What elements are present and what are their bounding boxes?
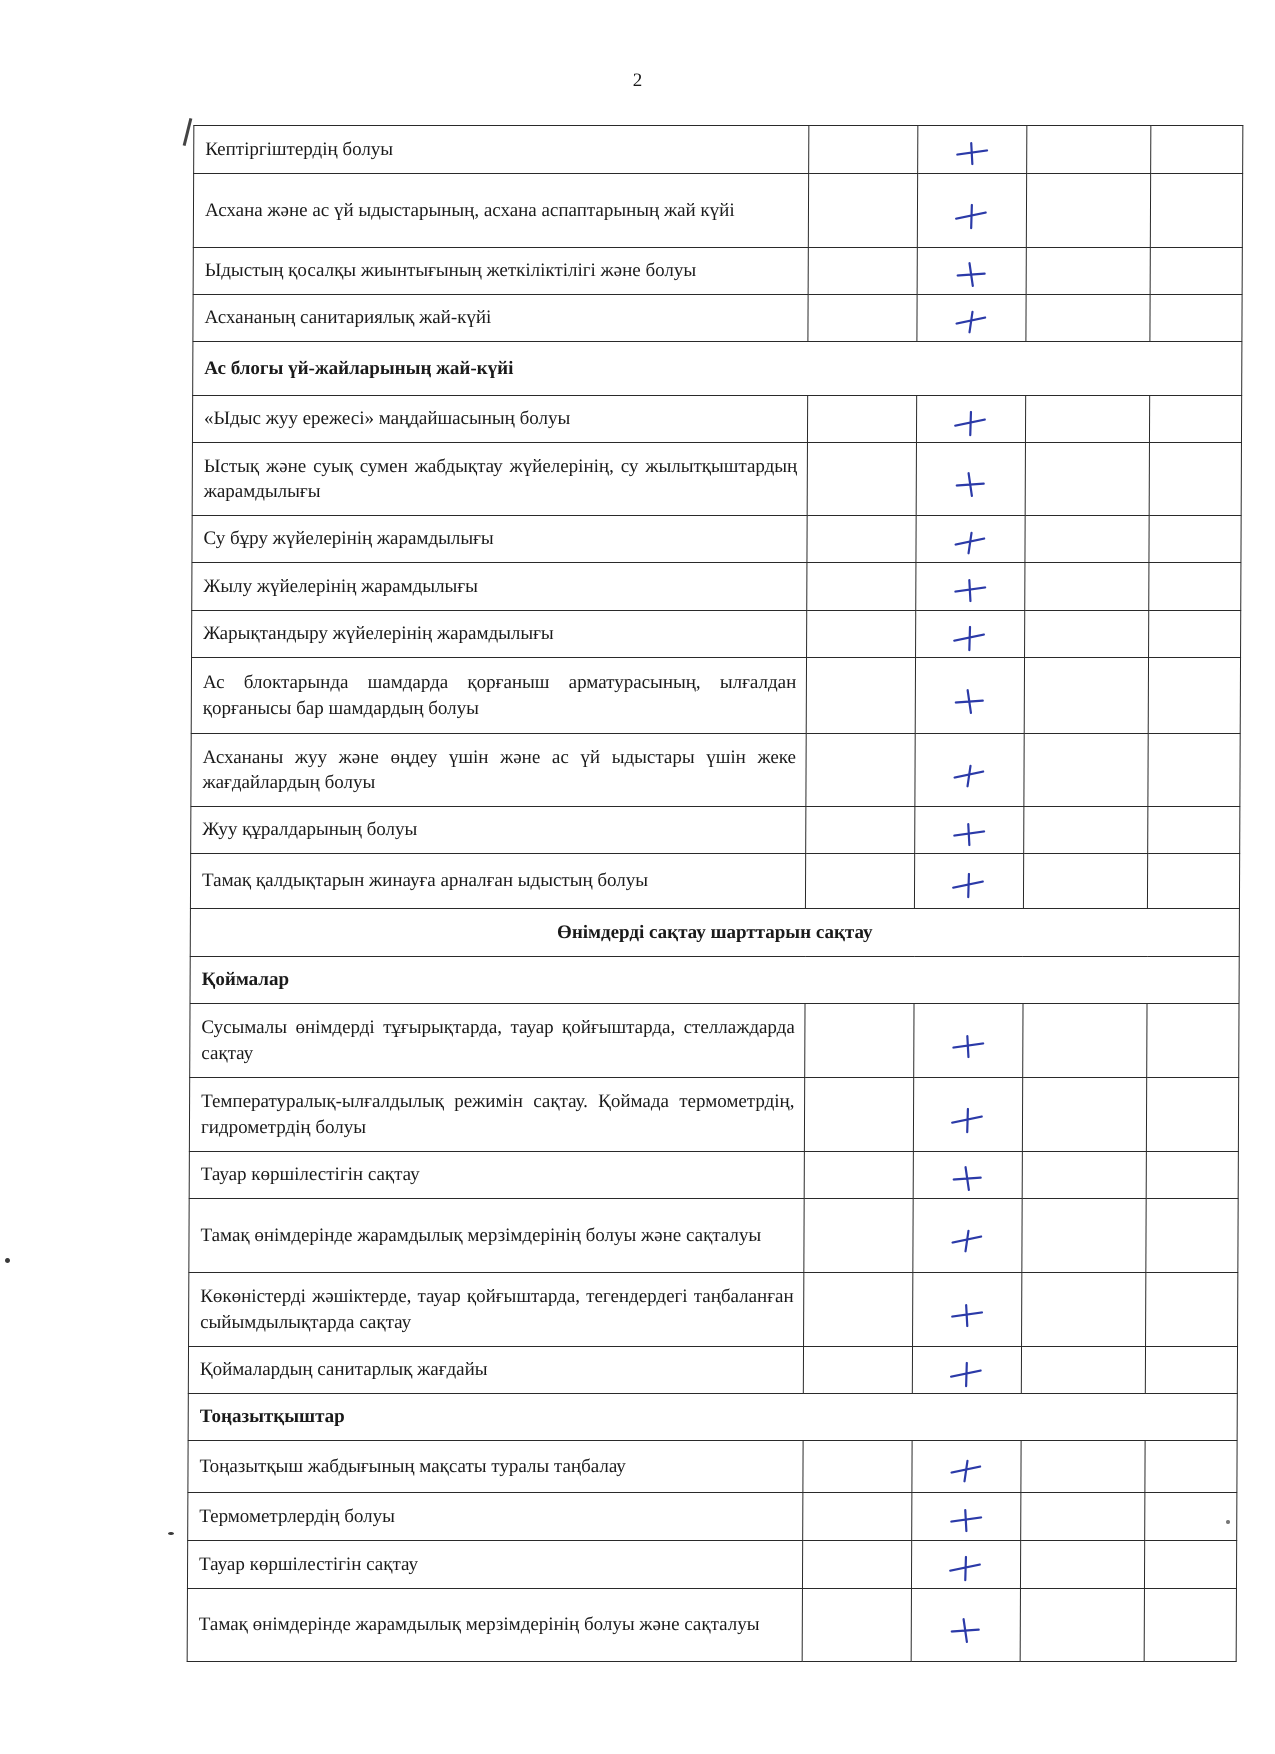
plus-mark-icon: [949, 816, 990, 852]
section-heading: Тоңазытқыштар: [188, 1394, 1237, 1441]
answer-cell-3: [1021, 1347, 1146, 1394]
plus-mark-icon: [947, 1223, 988, 1259]
answer-cell-1: [805, 1004, 914, 1078]
criterion-text: Тамақ өнімдерінде жарамдылық мерзімдерінің болуы және сақталуы: [189, 1199, 805, 1273]
criterion-text: Асхананы жуу және өңдеу үшін және ас үй ыдыстары үшін жеке жағдайлардың болуы: [191, 734, 807, 807]
answer-cell-3: [1022, 1199, 1147, 1273]
handwritten-plus-mark: [949, 620, 990, 656]
answer-cell-3: [1020, 1493, 1145, 1541]
answer-cell-1: [803, 1441, 912, 1493]
section-row: [190, 909, 1239, 957]
plus-mark-icon: [950, 467, 991, 503]
criterion-text: Термометрлердің болуы: [188, 1493, 804, 1541]
answer-cell-3: [1024, 563, 1149, 611]
plus-mark-icon: [950, 525, 991, 561]
answer-cell-3: [1024, 611, 1149, 658]
answer-cell-2: [913, 1199, 1022, 1273]
handwritten-plus-mark: [950, 572, 991, 608]
plus-mark-icon: [950, 405, 991, 441]
answer-cell-4: [1145, 1493, 1237, 1541]
answer-cell-1: [806, 807, 915, 854]
criterion-text: Ыстық және суық сумен жабдықтау жүйелерінің, су жылытқыштардың жарамдылығы: [192, 443, 808, 516]
criterion-text: Асхананың санитариялық жай-күйі: [193, 295, 809, 342]
answer-cell-3: [1025, 516, 1150, 563]
answer-cell-1: [806, 734, 915, 807]
table-row: [187, 1589, 1236, 1662]
table-row: [190, 854, 1239, 909]
answer-cell-2: [916, 563, 1025, 611]
answer-cell-1: [808, 443, 917, 516]
answer-cell-1: [809, 174, 918, 248]
answer-cell-4: [1147, 854, 1239, 909]
answer-cell-4: [1150, 295, 1242, 342]
answer-cell-1: [807, 563, 916, 611]
answer-cell-2: [917, 295, 1026, 342]
handwritten-plus-mark: [947, 1102, 988, 1138]
answer-cell-1: [808, 295, 917, 342]
criterion-text: Су бұру жүйелерінің жарамдылығы: [192, 516, 808, 563]
answer-cell-3: [1024, 734, 1149, 807]
page-number: 2: [632, 70, 643, 91]
plus-mark-icon: [949, 758, 990, 794]
table-row: [193, 248, 1242, 295]
plus-mark-icon: [952, 135, 993, 171]
answer-cell-2: [917, 396, 1026, 443]
handwritten-plus-mark: [949, 684, 990, 720]
criterion-text: Тауар көршілестігін сақтау: [187, 1541, 803, 1589]
answer-cell-3: [1023, 854, 1148, 909]
table-row: [193, 174, 1242, 248]
answer-cell-3: [1022, 1152, 1147, 1199]
plus-mark-icon: [946, 1356, 987, 1392]
answer-cell-2: [914, 854, 1023, 909]
section-row: [190, 957, 1239, 1004]
answer-cell-1: [804, 1347, 913, 1394]
answer-cell-4: [1146, 1273, 1238, 1347]
answer-cell-3: [1024, 658, 1149, 734]
table-row: [189, 1078, 1238, 1152]
answer-cell-2: [917, 248, 1026, 295]
plus-mark-icon: [950, 572, 991, 608]
handwritten-plus-mark: [950, 467, 991, 503]
checklist-body: [187, 126, 1243, 1662]
handwritten-plus-mark: [946, 1356, 987, 1392]
answer-cell-3: [1026, 174, 1151, 248]
plus-mark-icon: [947, 1297, 988, 1333]
answer-cell-1: [804, 1273, 913, 1347]
plus-mark-icon: [949, 620, 990, 656]
answer-cell-4: [1149, 516, 1241, 563]
criterion-text: Қоймалардың санитарлық жағдайы: [188, 1347, 804, 1394]
answer-cell-2: [916, 516, 1025, 563]
handwritten-plus-mark: [949, 758, 990, 794]
handwritten-plus-mark: [948, 867, 989, 903]
plus-mark-icon: [948, 867, 989, 903]
answer-cell-3: [1025, 396, 1150, 443]
criterion-text: Асхана және ас үй ыдыстарының, асхана аспаптарының жай күйі: [193, 174, 809, 248]
scan-artifact: [183, 118, 193, 146]
handwritten-plus-mark: [945, 1550, 986, 1586]
answer-cell-2: [916, 443, 1025, 516]
handwritten-plus-mark: [945, 1613, 986, 1649]
plus-mark-icon: [945, 1613, 986, 1649]
answer-cell-2: [915, 807, 1024, 854]
answer-cell-1: [803, 1589, 912, 1662]
table-row: [188, 1441, 1237, 1493]
table-row: [191, 658, 1240, 734]
answer-cell-2: [912, 1347, 1021, 1394]
handwritten-plus-mark: [950, 405, 991, 441]
table-row: [189, 1199, 1238, 1273]
handwritten-plus-mark: [946, 1502, 987, 1538]
answer-cell-4: [1145, 1441, 1237, 1493]
answer-cell-4: [1145, 1347, 1237, 1394]
checklist-table: [187, 125, 1244, 1662]
answer-cell-1: [807, 611, 916, 658]
table-row: [192, 396, 1241, 443]
criterion-text: Тауар көршілестігін сақтау: [189, 1152, 805, 1199]
answer-cell-4: [1149, 396, 1241, 443]
criterion-text: Ыдыстың қосалқы жиынтығының жеткіліктілігі және болуы: [193, 248, 809, 295]
table-row: [193, 295, 1242, 342]
answer-cell-1: [809, 248, 918, 295]
answer-cell-3: [1021, 1273, 1146, 1347]
answer-cell-1: [807, 658, 916, 734]
answer-cell-1: [809, 126, 918, 174]
answer-cell-3: [1022, 1078, 1147, 1152]
section-heading: Қоймалар: [190, 957, 1239, 1004]
criterion-text: Тамақ өнімдерінде жарамдылық мерзімдерінің болуы және сақталуы: [187, 1589, 803, 1662]
answer-cell-1: [804, 1199, 913, 1273]
answer-cell-2: [914, 1004, 1023, 1078]
plus-mark-icon: [946, 1453, 987, 1489]
answer-cell-2: [916, 611, 1025, 658]
handwritten-plus-mark: [947, 1223, 988, 1259]
answer-cell-4: [1150, 248, 1242, 295]
answer-cell-3: [1025, 443, 1150, 516]
answer-cell-3: [1020, 1541, 1145, 1589]
table-row: [194, 126, 1243, 174]
section-heading: Өнімдерді сақтау шарттарын сақтау: [190, 909, 1239, 957]
answer-cell-1: [805, 1152, 914, 1199]
table-row: [190, 1004, 1239, 1078]
criterion-text: Тоңазытқыш жабдығының мақсаты туралы таңбалау: [188, 1441, 804, 1493]
handwritten-plus-mark: [951, 304, 992, 340]
criterion-text: Көкөністерді жәшіктерде, тауар қойғыштарда, тегендердегі таңбаланған сыйымдылықтарда сақтау: [189, 1273, 805, 1347]
table-row: [191, 734, 1240, 807]
answer-cell-4: [1147, 1004, 1239, 1078]
answer-cell-4: [1149, 611, 1241, 658]
criterion-text: Жуу құралдарының болуы: [191, 807, 807, 854]
answer-cell-4: [1149, 443, 1241, 516]
answer-cell-3: [1026, 295, 1151, 342]
answer-cell-3: [1020, 1589, 1145, 1662]
plus-mark-icon: [947, 1161, 988, 1197]
table-row: [187, 1541, 1236, 1589]
plus-mark-icon: [951, 198, 992, 234]
criterion-text: Сусымалы өнімдерді тұғырықтарда, тауар қойғыштарда, стеллаждарда сақтау: [190, 1004, 806, 1078]
answer-cell-4: [1149, 563, 1241, 611]
answer-cell-4: [1146, 1199, 1238, 1273]
plus-mark-icon: [948, 1028, 989, 1064]
handwritten-plus-mark: [946, 1453, 987, 1489]
criterion-text: Температуралық-ылғалдылық режимін сақтау. Қоймада термометрдің, гидрометрдің болуы: [189, 1078, 805, 1152]
answer-cell-4: [1146, 1152, 1238, 1199]
handwritten-plus-mark: [950, 525, 991, 561]
answer-cell-2: [912, 1541, 1021, 1589]
plus-mark-icon: [951, 257, 992, 293]
table-row: [188, 1493, 1237, 1541]
answer-cell-4: [1144, 1589, 1236, 1662]
table-row: [192, 516, 1241, 563]
answer-cell-4: [1150, 174, 1242, 248]
scan-dot: [1226, 1520, 1230, 1524]
section-row: [193, 342, 1242, 396]
criterion-text: Жылу жүйелерінің жарамдылығы: [192, 563, 808, 611]
criterion-text: «Ыдыс жуу ережесі» маңдайшасының болуы: [192, 396, 808, 443]
answer-cell-2: [913, 1078, 1022, 1152]
criterion-text: Тамақ қалдықтарын жинауға арналған ыдыстың болуы: [190, 854, 806, 909]
scan-dot: [168, 1532, 174, 1535]
answer-cell-1: [806, 854, 915, 909]
criterion-text: Кептіргіштердің болуы: [194, 126, 810, 174]
answer-cell-1: [808, 396, 917, 443]
plus-mark-icon: [946, 1502, 987, 1538]
answer-cell-2: [911, 1589, 1020, 1662]
answer-cell-4: [1146, 1078, 1238, 1152]
answer-cell-3: [1026, 248, 1151, 295]
answer-cell-1: [807, 516, 916, 563]
criterion-text: Ас блоктарында шамдарда қорғаныш арматурасының, ылғалдан қорғанысы бар шамдардың болуы: [191, 658, 807, 734]
handwritten-plus-mark: [949, 816, 990, 852]
table-row: [192, 611, 1241, 658]
answer-cell-4: [1148, 734, 1240, 807]
handwritten-plus-mark: [948, 1028, 989, 1064]
answer-cell-2: [912, 1441, 1021, 1493]
handwritten-plus-mark: [952, 135, 993, 171]
table-row: [188, 1347, 1237, 1394]
table-row: [191, 807, 1240, 854]
answer-cell-2: [915, 734, 1024, 807]
answer-cell-2: [915, 658, 1024, 734]
answer-cell-4: [1148, 807, 1240, 854]
answer-cell-3: [1026, 126, 1151, 174]
section-heading: Ас блогы үй-жайларының жай-күйі: [193, 342, 1242, 396]
scan-dot: [5, 1258, 10, 1263]
table-row: [189, 1273, 1238, 1347]
table-row: [192, 443, 1241, 516]
handwritten-plus-mark: [951, 198, 992, 234]
answer-cell-1: [805, 1078, 914, 1152]
handwritten-plus-mark: [951, 257, 992, 293]
table-row: [189, 1152, 1238, 1199]
plus-mark-icon: [947, 1102, 988, 1138]
answer-cell-3: [1021, 1441, 1146, 1493]
answer-cell-3: [1022, 1004, 1147, 1078]
plus-mark-icon: [945, 1550, 986, 1586]
answer-cell-4: [1148, 658, 1240, 734]
answer-cell-2: [917, 174, 1026, 248]
handwritten-plus-mark: [947, 1161, 988, 1197]
answer-cell-4: [1144, 1541, 1236, 1589]
table-row: [192, 563, 1241, 611]
answer-cell-2: [913, 1273, 1022, 1347]
answer-cell-2: [912, 1493, 1021, 1541]
answer-cell-1: [803, 1541, 912, 1589]
answer-cell-3: [1023, 807, 1148, 854]
plus-mark-icon: [949, 684, 990, 720]
answer-cell-4: [1151, 126, 1243, 174]
section-row: [188, 1394, 1237, 1441]
handwritten-plus-mark: [947, 1297, 988, 1333]
answer-cell-1: [803, 1493, 912, 1541]
plus-mark-icon: [951, 304, 992, 340]
criterion-text: Жарықтандыру жүйелерінің жарамдылығы: [192, 611, 808, 658]
answer-cell-2: [913, 1152, 1022, 1199]
answer-cell-2: [918, 126, 1027, 174]
